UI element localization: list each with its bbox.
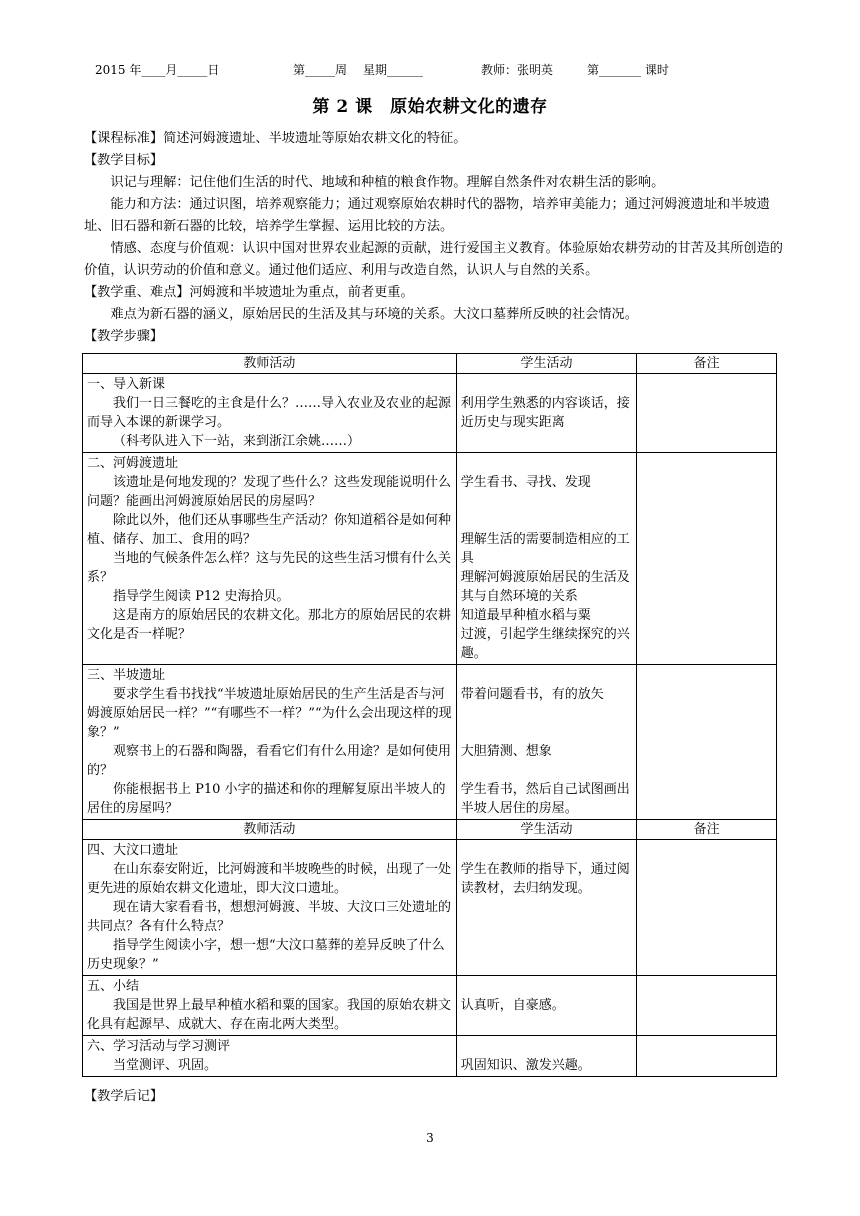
teacher-cell	[83, 1036, 457, 1077]
page-title: 第 2 课 原始农耕文化的遗存	[312, 97, 548, 117]
header-notes: 备注	[637, 354, 777, 374]
lesson-intro	[84, 128, 784, 348]
student-text: 学生看书，然后自己试图画出半坡人居住的房屋。	[460, 782, 630, 816]
teacher-cell	[83, 976, 457, 1036]
section-heading: 三、半坡遗址	[87, 668, 166, 683]
student-text: 利用学生熟悉的内容谈话，接近历史与现实距离	[460, 396, 630, 430]
page-number: 3	[426, 1131, 434, 1145]
header-student-activity: 学生活动	[456, 820, 637, 840]
table-row	[83, 976, 777, 1036]
student-text: 学生看书、寻找、发现	[460, 475, 591, 490]
table-row	[83, 374, 777, 453]
teacher-text: 当堂测评、巩固。	[113, 1058, 218, 1073]
teacher-text: 除此以外，他们还从事哪些生产活动？你知道稻谷是如何种植、储存、加工、食用的吗？	[87, 513, 452, 547]
section-heading: 二、河姆渡遗址	[87, 456, 179, 471]
teaching-steps-table	[82, 353, 777, 1077]
teacher-text: 要求学生看书找找“半坡遗址原始居民的生产生活是否与河姆渡原始居民一样？”“有哪些不一样？”“为什么会出现这样的现象？”	[87, 687, 452, 740]
teacher-text: 你能根据书上 P10 小字的描述和你的理解复原出半坡人的居住的房屋吗？	[87, 782, 446, 816]
curriculum-standard: 【课程标准】简述河姆渡遗址、半坡遗址等原始农耕文化的特征。	[84, 131, 467, 146]
table-row	[83, 840, 777, 976]
objectives-label: 【教学目标】	[84, 153, 164, 168]
header-teacher-activity: 教师活动	[83, 820, 457, 840]
lesson-header	[95, 61, 800, 81]
section-heading: 五、小结	[87, 979, 140, 994]
difficulties: 难点为新石器的涵义，原始居民的生活及其与环境的关系。大汶口墓葬所反映的社会情况。	[110, 307, 638, 322]
notes-cell	[637, 1036, 777, 1077]
student-text: 理解生活的需要制造相应的工具	[460, 532, 630, 566]
teacher-cell	[83, 374, 457, 453]
student-cell	[456, 1036, 637, 1077]
teacher-text: 在山东泰安附近，比河姆渡和半坡晚些的时候，出现了一处更先进的原始农耕文化遗址，即大汶口遗址。	[87, 862, 452, 896]
notes-cell	[637, 665, 777, 820]
table-row	[83, 665, 777, 820]
teacher-text: 观察书上的石器和陶器，看看它们有什么用途？是如何使用的？	[87, 744, 452, 778]
student-text: 认真听，自豪感。	[460, 998, 565, 1013]
section-heading: 四、大汶口遗址	[87, 843, 179, 858]
teacher-text: 现在请大家看看书，想想河姆渡、半坡、大汶口三处遗址的共同点？各有什么特点？	[87, 900, 452, 934]
table-row	[83, 453, 777, 665]
teacher-text: 当地的气候条件怎么样？这与先民的这些生活习惯有什么关系？	[87, 551, 452, 585]
teacher-cell	[83, 840, 457, 976]
student-cell	[456, 665, 637, 820]
header-period: 第_______ 课时	[587, 63, 669, 77]
table-header-row	[83, 820, 777, 840]
student-text: 学生在教师的指导下，通过阅读教材，去归纳发现。	[460, 862, 630, 896]
student-text: 理解河姆渡原始居民的生活及其与自然环境的关系	[460, 570, 630, 604]
teacher-text: 这是南方的原始居民的农耕文化。那北方的原始居民的农耕文化是否一样呢？	[87, 608, 452, 642]
teacher-text: 指导学生阅读 P12 史海拾贝。	[113, 589, 290, 604]
header-teacher: 教师：张明英	[481, 63, 554, 77]
header-student-activity: 学生活动	[456, 354, 637, 374]
student-cell	[456, 840, 637, 976]
student-text: 知道最早种植水稻与粟	[460, 608, 591, 623]
header-teacher-activity: 教师活动	[83, 354, 457, 374]
student-cell	[456, 374, 637, 453]
teacher-cell	[83, 665, 457, 820]
teacher-text: 该遗址是何地发现的？发现了些什么？这些发现能说明什么问题？能画出河姆渡原始居民的房屋吗？	[87, 475, 452, 509]
teacher-text: 我们一日三餐吃的主食是什么？……导入农业及农业的起源而导入本课的新课学习。	[87, 396, 452, 430]
table-header-row	[83, 354, 777, 374]
teacher-text: （科考队进入下一站，来到浙江余姚……）	[113, 434, 361, 449]
header-week: 第_____周	[293, 63, 348, 77]
student-text: 大胆猜测、想象	[460, 744, 552, 759]
key-points: 【教学重、难点】河姆渡和半坡遗址为重点，前者更重。	[84, 285, 414, 300]
teacher-text: 我国是世界上最早种植水稻和粟的国家。我国的原始农耕文化具有起源早、成就大、存在南北两大类型。	[87, 998, 452, 1032]
notes-cell	[637, 453, 777, 665]
section-heading: 一、导入新课	[87, 377, 166, 392]
steps-label: 【教学步骤】	[84, 329, 164, 344]
student-text: 带着问题看书，有的放矢	[460, 687, 604, 702]
after-notes-label: 【教学后记】	[84, 1089, 164, 1104]
student-text: 巩固知识、激发兴趣。	[460, 1058, 591, 1073]
header-notes: 备注	[637, 820, 777, 840]
objective-2: 能力和方法：通过识图，培养观察能力；通过观察原始农耕时代的器物，培养审美能力；通过河姆渡遗址和半坡遗址、旧石器和新石器的比较，培养学生掌握、运用比较的方法。	[84, 197, 770, 234]
teacher-text: 指导学生阅读小字，想一想“大汶口墓葬的差异反映了什么历史现象？”	[87, 938, 445, 972]
notes-cell	[637, 374, 777, 453]
objective-1: 识记与理解：记住他们生活的时代、地域和种植的粮食作物。理解自然条件对农耕生活的影响。	[110, 175, 665, 190]
header-weekday: 星期______	[363, 63, 424, 77]
student-cell	[456, 453, 637, 665]
student-cell	[456, 976, 637, 1036]
after-notes	[84, 1086, 784, 1108]
objective-3: 情感、态度与价值观：认识中国对世界农业起源的贡献，进行爱国主义教育。体验原始农耕劳动的甘苦及其所创造的价值，认识劳动的价值和意义。通过他们适应、利用与改造自然，认识人与自然的关系。	[84, 241, 783, 278]
student-text: 过渡，引起学生继续探究的兴趣。	[460, 627, 630, 661]
table-row	[83, 1036, 777, 1077]
notes-cell	[637, 976, 777, 1036]
header-date: 2015 年____月_____日	[95, 63, 220, 77]
notes-cell	[637, 840, 777, 976]
teacher-cell	[83, 453, 457, 665]
section-heading: 六、学习活动与学习测评	[87, 1039, 231, 1054]
